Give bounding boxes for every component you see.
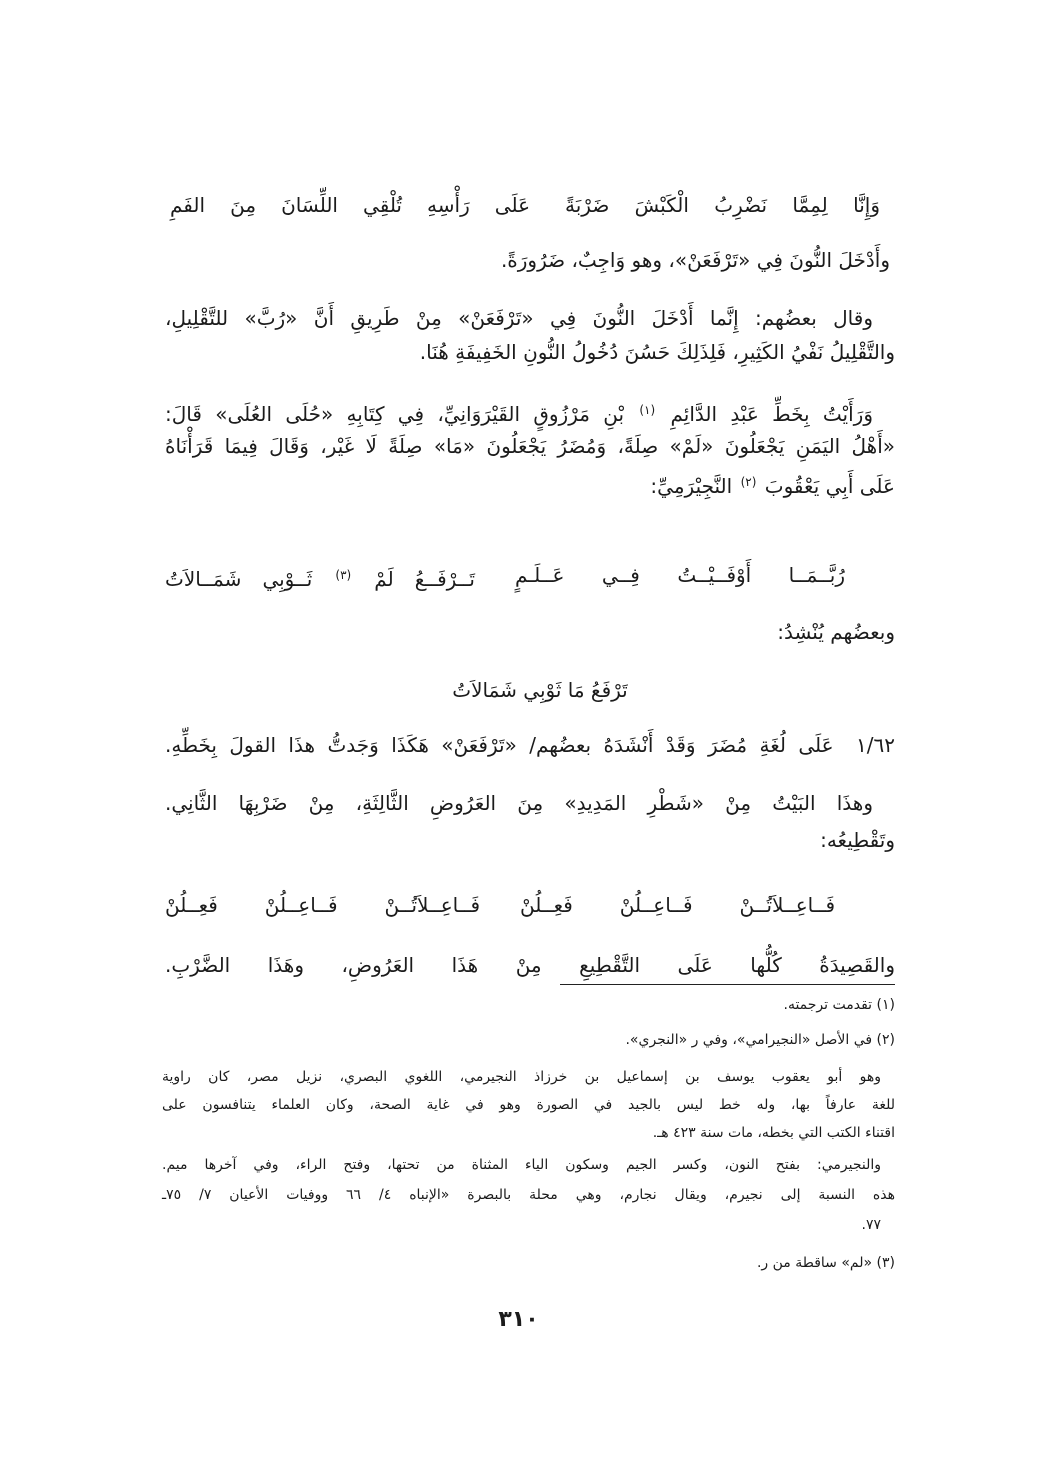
footnote-1: (١) تقدمت ترجمته. — [783, 997, 895, 1013]
footnote-2-bio-line-1: وهو أبو يعقوب يوسف بن إسماعيل بن خرزاذ النجيرمي، اللغوي البصري، نزيل مصر، كان راوية — [162, 1069, 881, 1085]
paragraph-3-line-1-text-b: بْنِ مَرْزُوقٍ القَيْرَوَانِيِّ، فِي كِتَابِهِ «حُلَى العُلَى» قَالَ: — [165, 402, 625, 426]
alternate-hemistich: تَرْفَعُ مَا ثَوْبِي شَمَالاَتُ — [452, 678, 628, 702]
paragraph-3-line-3-text-a: عَلَى أَبِي يَعْقُوبَ — [764, 474, 895, 498]
paragraph-2-line-1: وقال بعضُهم: إِنَّما أَدْخَلَ النُّونَ فِي «تَرْفَعَنْ» مِنْ طَرِيقِ أَنَّ «رُبَّ» للتَّقْلِيلِ، — [165, 306, 873, 330]
paragraph-6-line-1: وهذَا البَيْتُ مِنْ «شَطْرِ المَدِيدِ» مِنَ العَرُوضِ الثَّالِثَةِ، مِنْ ضَرْبِهَا الثَّانِي. — [165, 791, 873, 815]
footnote-3: (٣) «لم» ساقطة من ر. — [756, 1255, 895, 1271]
footnote-ref-3: (٣) — [335, 568, 352, 582]
paragraph-3-line-1-text-a: وَرَأَيْتُ بِخَطِّ عَبْدِ الدَّائِمِ — [670, 402, 873, 426]
paragraph-3-line-3 — [165, 465, 895, 499]
scansion-first-hemistich: فَــاعِــلاَتُــنْ فَــاعِــلُنْ فَعِــلُنْ — [520, 893, 835, 917]
paragraph-5-line — [165, 728, 895, 762]
footnote-separator-rule — [560, 984, 895, 985]
paragraph-3-line-3-text-b: النَّجِيْرَمِيِّ: — [650, 474, 733, 498]
paragraph-7-line: والقَصِيدَةُ كُلُّها عَلَى التَّقْطِيعِ مِنْ هَذَا العَرُوضِ، وهَذَا الضَّرْبِ. — [165, 953, 895, 977]
footnote-ref-2: (٢) — [740, 475, 757, 489]
paragraph-1-line: وأَدْخَلَ النُّونَ فِي «تَرْفَعَنْ»، وهو وَاجِبٌ، ضَرُورَةً. — [500, 248, 890, 272]
paragraph-6-line-2: وتَقْطِيعُه: — [820, 828, 895, 852]
verse-1-first-hemistich: وَإِنَّا لِمِمَّا نَضْرِبُ الْكَبْشَ ضَرْبَةً — [565, 193, 880, 217]
verse-2-second-hemistich-text-b: ثَــوْبِي شَمَــالاَتُ — [165, 567, 313, 591]
paragraph-3-line-2: «أَهْلُ اليَمَنِ يَجْعَلُونَ «لَمْ» صِلَةً، وَمُضَرُ يَجْعَلُونَ «مَا» صِلَةً لَا غَيْر، وَقَالَ فِيمَا قَرَأْنَاهُ — [165, 434, 895, 458]
footnote-2-bio-line-3: اقتناء الكتب التي بخطه، مات سنة ٤٢٣ هـ. — [652, 1125, 895, 1141]
footnote-2: (٢) في الأصل «النجيرامي»، وفي ر «النجري». — [625, 1032, 895, 1048]
verse-2-second-hemistich — [165, 557, 475, 593]
folio-marker: ١/٦٢ — [856, 733, 895, 757]
footnote-ref-1: (١) — [639, 403, 656, 417]
footnote-2-nisba-line-3: ٧٧. — [861, 1217, 881, 1233]
footnote-2-nisba-line-2: هذه النسبة إلى نجيرم، ويقال نجارم، وهي محلة بالبصرة «الإنباه ٤/ ٦٦ ووفيات الأعيان ٧/ ٧٥ـ — [162, 1187, 895, 1203]
paragraph-2-line-2: والتَّقْلِيلُ نَفْيُ الكَثِيرِ، فَلِذَلِكَ حَسُنَ دُخُولُ النُّونِ الخَفِيفَةِ هُنَا. — [419, 340, 895, 364]
paragraph-4-line: وبعضُهم يُنْشِدُ: — [777, 620, 895, 644]
scansion-second-hemistich: فَــاعِــلاَتُــنْ فَــاعِــلُنْ فَعِــلُنْ — [165, 893, 480, 917]
verse-1-second-hemistich: عَلَى رَأْسِهِ تُلْقِي اللِّسَانَ مِنَ الفَمِ — [170, 193, 530, 217]
footnote-2-nisba-line-1: والنجيرمي: بفتح النون، وكسر الجيم وسكون الياء المثناة من تحتها، وفتح الراء، وفي آخرها ميم. — [162, 1157, 881, 1173]
footnote-2-bio-line-2: للغة عارفاً بها، وله خط ليس بالجيد في الصورة وهو في غاية الصحة، وكان العلماء يتنافسون على — [162, 1097, 895, 1113]
page-number: ٣١٠ — [498, 1307, 539, 1332]
verse-2-second-hemistich-text-a: تَــرْفَــعُ لَمْ — [374, 567, 476, 591]
paragraph-5-text: عَلَى لُغَةِ مُضَرَ وَقَدْ أَنْشَدَهُ بعضُهم/ «تَرْفَعَنْ» هَكَذَا وَجَدتُّ هذَا القولَ بِخَطِّهِ. — [165, 733, 834, 757]
paragraph-3-line-1 — [165, 393, 895, 427]
verse-2-first-hemistich: رُبَّــمَــا أَوْفَــيْــتُ فِــي عَــلَـمٍ — [515, 563, 845, 587]
